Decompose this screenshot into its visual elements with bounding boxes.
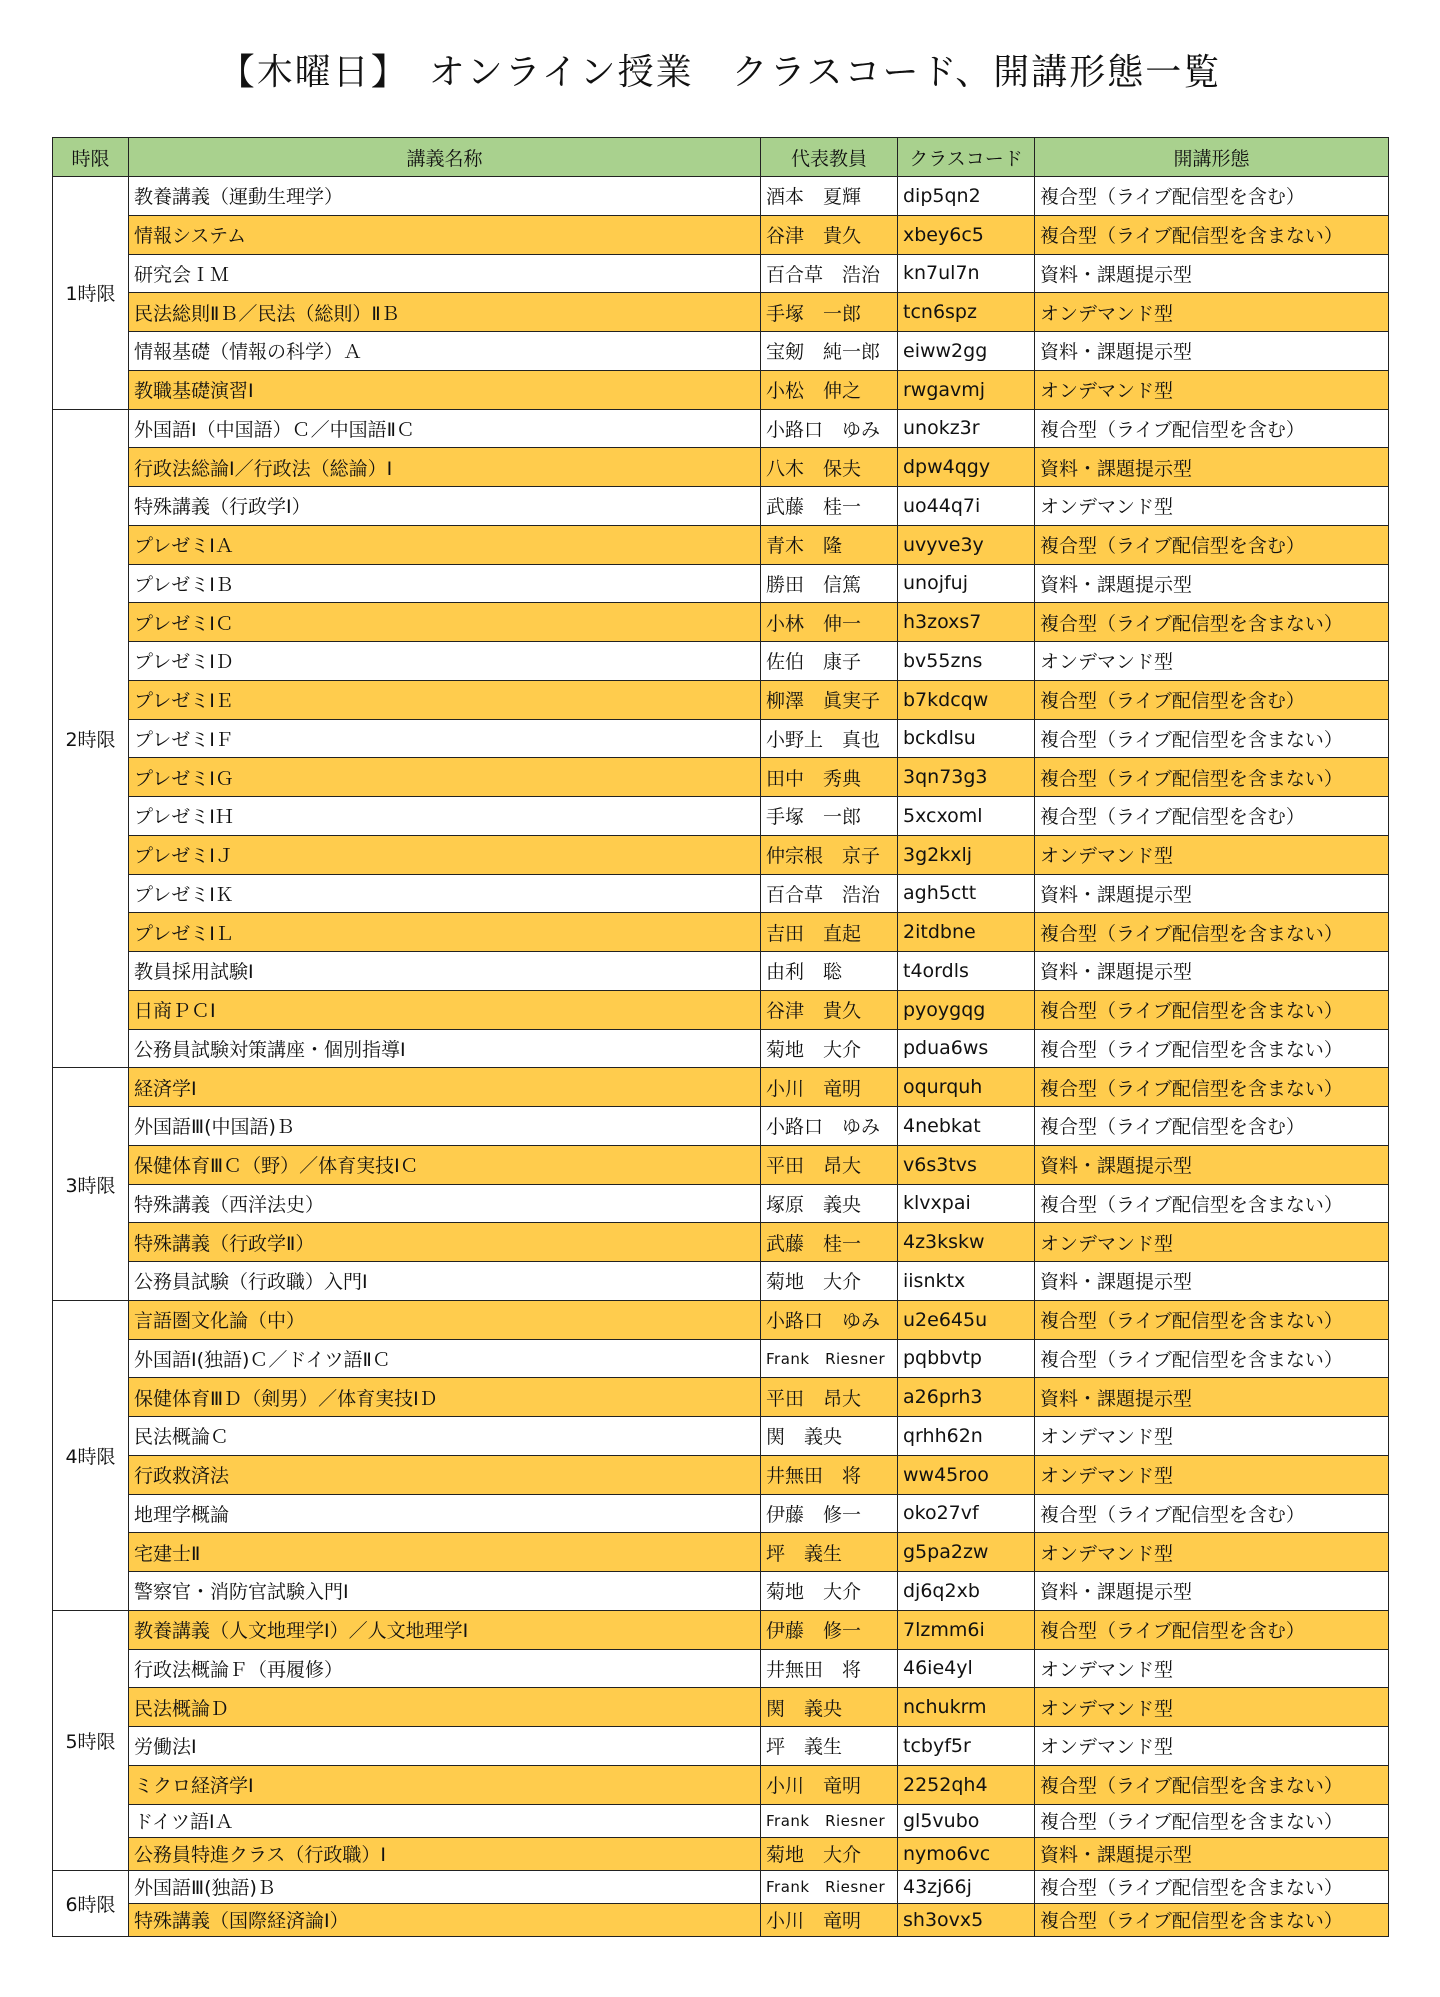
- class-code-cell: qrhh62n: [898, 1417, 1035, 1456]
- table-row: [53, 680, 1389, 719]
- teacher-cell: 平田 昂大: [761, 1145, 898, 1184]
- course-cell: プレゼミⅠＦ: [129, 719, 761, 758]
- table-row: [53, 215, 1389, 254]
- class-code-cell: g5pa2zw: [898, 1533, 1035, 1572]
- class-code-cell: gl5vubo: [898, 1804, 1035, 1837]
- table-row: [53, 409, 1389, 448]
- teacher-cell: Frank Riesner: [761, 1339, 898, 1378]
- format-cell: 複合型（ライブ配信型を含まない）: [1035, 1804, 1389, 1837]
- table-row: [53, 1610, 1389, 1649]
- course-cell: 研究会ＩＭ: [129, 254, 761, 293]
- format-cell: 資料・課題提示型: [1035, 1378, 1389, 1417]
- course-cell: 特殊講義（行政学Ⅱ）: [129, 1223, 761, 1262]
- format-cell: 複合型（ライブ配信型を含まない）: [1035, 1184, 1389, 1223]
- class-code-cell: v6s3tvs: [898, 1145, 1035, 1184]
- table-row: [53, 1184, 1389, 1223]
- class-code-cell: oko27vf: [898, 1494, 1035, 1533]
- class-code-cell: unojfuj: [898, 564, 1035, 603]
- teacher-cell: 菊地 大介: [761, 1262, 898, 1301]
- teacher-cell: 谷津 貴久: [761, 990, 898, 1029]
- course-cell: プレゼミⅠＣ: [129, 603, 761, 642]
- class-code-cell: unokz3r: [898, 409, 1035, 448]
- course-cell: 民法概論Ｃ: [129, 1417, 761, 1456]
- class-code-cell: agh5ctt: [898, 874, 1035, 913]
- teacher-cell: 井無田 将: [761, 1649, 898, 1688]
- header-format: 開講形態: [1035, 138, 1389, 177]
- teacher-cell: 佐伯 康子: [761, 642, 898, 681]
- table-row: [53, 1804, 1389, 1837]
- class-code-cell: uvyve3y: [898, 525, 1035, 564]
- class-code-cell: pyoygqg: [898, 990, 1035, 1029]
- format-cell: 資料・課題提示型: [1035, 952, 1389, 991]
- table-row: [53, 1455, 1389, 1494]
- header-period: 時限: [53, 138, 129, 177]
- teacher-cell: 菊地 大介: [761, 1837, 898, 1870]
- class-code-cell: 3g2kxlj: [898, 835, 1035, 874]
- teacher-cell: 小林 伸一: [761, 603, 898, 642]
- format-cell: 複合型（ライブ配信型を含む）: [1035, 409, 1389, 448]
- class-code-cell: 7lzmm6i: [898, 1610, 1035, 1649]
- teacher-cell: 平田 昂大: [761, 1378, 898, 1417]
- course-cell: 言語圏文化論（中）: [129, 1300, 761, 1339]
- table-row: [53, 448, 1389, 487]
- table-row: [53, 177, 1389, 216]
- course-cell: 外国語Ⅲ(独語)Ｂ: [129, 1870, 761, 1903]
- class-code-cell: 5xcxoml: [898, 797, 1035, 836]
- format-cell: 複合型（ライブ配信型を含まない）: [1035, 1903, 1389, 1936]
- format-cell: 複合型（ライブ配信型を含まない）: [1035, 603, 1389, 642]
- class-code-cell: dip5qn2: [898, 177, 1035, 216]
- class-code-cell: pqbbvtp: [898, 1339, 1035, 1378]
- course-cell: 経済学Ⅰ: [129, 1068, 761, 1107]
- course-cell: 情報基礎（情報の科学）Ａ: [129, 332, 761, 371]
- class-code-cell: 46ie4yl: [898, 1649, 1035, 1688]
- format-cell: 資料・課題提示型: [1035, 1572, 1389, 1611]
- class-code-cell: 4nebkat: [898, 1107, 1035, 1146]
- course-cell: 民法総則ⅡＢ／民法（総則）ⅡＢ: [129, 293, 761, 332]
- schedule-body: [53, 177, 1389, 1937]
- table-row: [53, 1378, 1389, 1417]
- period-cell: 2時限: [53, 409, 129, 1068]
- class-code-cell: uo44q7i: [898, 487, 1035, 526]
- format-cell: オンデマンド型: [1035, 1533, 1389, 1572]
- table-row: [53, 642, 1389, 681]
- table-row: [53, 758, 1389, 797]
- table-row: [53, 1417, 1389, 1456]
- class-code-cell: 2252qh4: [898, 1765, 1035, 1804]
- table-row: [53, 1029, 1389, 1068]
- teacher-cell: 小路口 ゆみ: [761, 1107, 898, 1146]
- teacher-cell: 小野上 真也: [761, 719, 898, 758]
- teacher-cell: 小川 竜明: [761, 1903, 898, 1936]
- class-code-cell: nymo6vc: [898, 1837, 1035, 1870]
- header-course: 講義名称: [129, 138, 761, 177]
- class-code-cell: eiww2gg: [898, 332, 1035, 371]
- course-cell: 教養講義（運動生理学）: [129, 177, 761, 216]
- course-cell: プレゼミⅠＢ: [129, 564, 761, 603]
- header-code: クラスコード: [898, 138, 1035, 177]
- course-cell: 教職基礎演習Ⅰ: [129, 370, 761, 409]
- teacher-cell: 菊地 大介: [761, 1029, 898, 1068]
- course-cell: 民法概論Ｄ: [129, 1688, 761, 1727]
- class-code-cell: ww45roo: [898, 1455, 1035, 1494]
- format-cell: 資料・課題提示型: [1035, 564, 1389, 603]
- teacher-cell: 塚原 義央: [761, 1184, 898, 1223]
- course-cell: プレゼミⅠＥ: [129, 680, 761, 719]
- format-cell: 資料・課題提示型: [1035, 254, 1389, 293]
- table-row: [53, 1649, 1389, 1688]
- format-cell: オンデマンド型: [1035, 1417, 1389, 1456]
- format-cell: オンデマンド型: [1035, 1727, 1389, 1766]
- class-code-cell: h3zoxs7: [898, 603, 1035, 642]
- course-cell: 警察官・消防官試験入門Ⅰ: [129, 1572, 761, 1611]
- table-row: [53, 1903, 1389, 1936]
- course-cell: 特殊講義（国際経済論Ⅰ）: [129, 1903, 761, 1936]
- format-cell: 複合型（ライブ配信型を含む）: [1035, 177, 1389, 216]
- course-cell: プレゼミⅠＫ: [129, 874, 761, 913]
- course-cell: 行政法総論Ⅰ／行政法（総論）Ⅰ: [129, 448, 761, 487]
- format-cell: 資料・課題提示型: [1035, 1145, 1389, 1184]
- teacher-cell: 百合草 浩治: [761, 874, 898, 913]
- course-cell: 教員採用試験Ⅰ: [129, 952, 761, 991]
- teacher-cell: 百合草 浩治: [761, 254, 898, 293]
- class-code-cell: oqurquh: [898, 1068, 1035, 1107]
- course-cell: 行政救済法: [129, 1455, 761, 1494]
- teacher-cell: 手塚 一郎: [761, 797, 898, 836]
- class-code-cell: 43zj66j: [898, 1870, 1035, 1903]
- table-row: [53, 370, 1389, 409]
- table-row: [53, 1533, 1389, 1572]
- teacher-cell: 吉田 直起: [761, 913, 898, 952]
- schedule-table: [52, 137, 1389, 1937]
- table-row: [53, 1223, 1389, 1262]
- format-cell: 複合型（ライブ配信型を含まない）: [1035, 990, 1389, 1029]
- format-cell: 複合型（ライブ配信型を含む）: [1035, 1494, 1389, 1533]
- course-cell: 公務員試験（行政職）入門Ⅰ: [129, 1262, 761, 1301]
- table-row: [53, 874, 1389, 913]
- format-cell: 複合型（ライブ配信型を含まない）: [1035, 1300, 1389, 1339]
- class-code-cell: klvxpai: [898, 1184, 1035, 1223]
- format-cell: 複合型（ライブ配信型を含まない）: [1035, 1765, 1389, 1804]
- format-cell: オンデマンド型: [1035, 1223, 1389, 1262]
- course-cell: プレゼミⅠＧ: [129, 758, 761, 797]
- course-cell: 地理学概論: [129, 1494, 761, 1533]
- table-row: [53, 1068, 1389, 1107]
- table-row: [53, 525, 1389, 564]
- table-row: [53, 1837, 1389, 1870]
- course-cell: 特殊講義（西洋法史）: [129, 1184, 761, 1223]
- period-cell: 1時限: [53, 177, 129, 410]
- table-row: [53, 913, 1389, 952]
- table-row: [53, 1765, 1389, 1804]
- header-teacher: 代表教員: [761, 138, 898, 177]
- teacher-cell: 手塚 一郎: [761, 293, 898, 332]
- teacher-cell: 菊地 大介: [761, 1572, 898, 1611]
- teacher-cell: Frank Riesner: [761, 1870, 898, 1903]
- format-cell: 複合型（ライブ配信型を含まない）: [1035, 1870, 1389, 1903]
- course-cell: プレゼミⅠＡ: [129, 525, 761, 564]
- table-row: [53, 487, 1389, 526]
- teacher-cell: 武藤 桂一: [761, 487, 898, 526]
- course-cell: ドイツ語ⅠＡ: [129, 1804, 761, 1837]
- class-code-cell: pdua6ws: [898, 1029, 1035, 1068]
- course-cell: プレゼミⅠＬ: [129, 913, 761, 952]
- table-row: [53, 835, 1389, 874]
- format-cell: オンデマンド型: [1035, 1649, 1389, 1688]
- page-title: 【木曜日】 オンライン授業 クラスコード、開講形態一覧: [218, 52, 1222, 93]
- table-row: [53, 990, 1389, 1029]
- course-cell: 特殊講義（行政学Ⅰ）: [129, 487, 761, 526]
- format-cell: 複合型（ライブ配信型を含む）: [1035, 1107, 1389, 1146]
- format-cell: 複合型（ライブ配信型を含む）: [1035, 680, 1389, 719]
- teacher-cell: 小路口 ゆみ: [761, 409, 898, 448]
- teacher-cell: 勝田 信篤: [761, 564, 898, 603]
- table-row: [53, 797, 1389, 836]
- format-cell: 複合型（ライブ配信型を含む）: [1035, 797, 1389, 836]
- class-code-cell: sh3ovx5: [898, 1903, 1035, 1936]
- course-cell: ミクロ経済学Ⅰ: [129, 1765, 761, 1804]
- course-cell: 外国語Ⅰ(独語)Ｃ／ドイツ語ⅡＣ: [129, 1339, 761, 1378]
- teacher-cell: 伊藤 修一: [761, 1494, 898, 1533]
- period-cell: 4時限: [53, 1300, 129, 1610]
- teacher-cell: 小路口 ゆみ: [761, 1300, 898, 1339]
- class-code-cell: t4ordls: [898, 952, 1035, 991]
- teacher-cell: 酒本 夏輝: [761, 177, 898, 216]
- class-code-cell: u2e645u: [898, 1300, 1035, 1339]
- table-row: [53, 1572, 1389, 1611]
- class-code-cell: a26prh3: [898, 1378, 1035, 1417]
- table-row: [53, 603, 1389, 642]
- course-cell: 日商ＰＣⅠ: [129, 990, 761, 1029]
- period-cell: 6時限: [53, 1870, 129, 1936]
- class-code-cell: 4z3kskw: [898, 1223, 1035, 1262]
- class-code-cell: nchukrm: [898, 1688, 1035, 1727]
- teacher-cell: 小川 竜明: [761, 1765, 898, 1804]
- teacher-cell: 宝剱 純一郎: [761, 332, 898, 371]
- course-cell: 教養講義（人文地理学Ⅰ）／人文地理学Ⅰ: [129, 1610, 761, 1649]
- teacher-cell: 関 義央: [761, 1417, 898, 1456]
- teacher-cell: Frank Riesner: [761, 1804, 898, 1837]
- class-code-cell: dj6q2xb: [898, 1572, 1035, 1611]
- format-cell: オンデマンド型: [1035, 370, 1389, 409]
- format-cell: オンデマンド型: [1035, 293, 1389, 332]
- course-cell: 公務員特進クラス（行政職）Ⅰ: [129, 1837, 761, 1870]
- format-cell: 資料・課題提示型: [1035, 1837, 1389, 1870]
- class-code-cell: dpw4qgy: [898, 448, 1035, 487]
- class-code-cell: tcbyf5r: [898, 1727, 1035, 1766]
- table-row: [53, 1300, 1389, 1339]
- teacher-cell: 坪 義生: [761, 1533, 898, 1572]
- table-row: [53, 1339, 1389, 1378]
- table-row: [53, 1107, 1389, 1146]
- table-row: [53, 719, 1389, 758]
- class-code-cell: bv55zns: [898, 642, 1035, 681]
- table-row: [53, 1494, 1389, 1533]
- teacher-cell: 田中 秀典: [761, 758, 898, 797]
- course-cell: 労働法Ⅰ: [129, 1727, 761, 1766]
- format-cell: 複合型（ライブ配信型を含まない）: [1035, 758, 1389, 797]
- course-cell: 宅建士Ⅱ: [129, 1533, 761, 1572]
- table-row: [53, 1870, 1389, 1903]
- teacher-cell: 井無田 将: [761, 1455, 898, 1494]
- course-cell: 公務員試験対策講座・個別指導Ⅰ: [129, 1029, 761, 1068]
- teacher-cell: 小松 伸之: [761, 370, 898, 409]
- format-cell: 資料・課題提示型: [1035, 448, 1389, 487]
- teacher-cell: 伊藤 修一: [761, 1610, 898, 1649]
- format-cell: オンデマンド型: [1035, 835, 1389, 874]
- period-cell: 3時限: [53, 1068, 129, 1301]
- table-row: [53, 1727, 1389, 1766]
- table-row: [53, 564, 1389, 603]
- class-code-cell: bckdlsu: [898, 719, 1035, 758]
- teacher-cell: 由利 聡: [761, 952, 898, 991]
- teacher-cell: 谷津 貴久: [761, 215, 898, 254]
- table-row: [53, 1688, 1389, 1727]
- format-cell: 資料・課題提示型: [1035, 332, 1389, 371]
- format-cell: 複合型（ライブ配信型を含まない）: [1035, 1068, 1389, 1107]
- format-cell: 複合型（ライブ配信型を含む）: [1035, 1610, 1389, 1649]
- table-row: [53, 332, 1389, 371]
- header-row: [53, 138, 1389, 177]
- format-cell: 複合型（ライブ配信型を含まない）: [1035, 719, 1389, 758]
- format-cell: 資料・課題提示型: [1035, 1262, 1389, 1301]
- table-row: [53, 293, 1389, 332]
- class-code-cell: iisnktx: [898, 1262, 1035, 1301]
- course-cell: 行政法概論Ｆ（再履修）: [129, 1649, 761, 1688]
- course-cell: 外国語Ⅲ(中国語)Ｂ: [129, 1107, 761, 1146]
- teacher-cell: 柳澤 眞実子: [761, 680, 898, 719]
- format-cell: 複合型（ライブ配信型を含まない）: [1035, 913, 1389, 952]
- format-cell: オンデマンド型: [1035, 1455, 1389, 1494]
- course-cell: 保健体育ⅢＣ（野）／体育実技ⅠＣ: [129, 1145, 761, 1184]
- format-cell: 複合型（ライブ配信型を含まない）: [1035, 1339, 1389, 1378]
- teacher-cell: 青木 隆: [761, 525, 898, 564]
- teacher-cell: 八木 保夫: [761, 448, 898, 487]
- course-cell: 保健体育ⅢＤ（剣男）／体育実技ⅠＤ: [129, 1378, 761, 1417]
- class-code-cell: kn7ul7n: [898, 254, 1035, 293]
- table-row: [53, 254, 1389, 293]
- format-cell: オンデマンド型: [1035, 1688, 1389, 1727]
- teacher-cell: 仲宗根 京子: [761, 835, 898, 874]
- format-cell: 資料・課題提示型: [1035, 874, 1389, 913]
- table-row: [53, 1262, 1389, 1301]
- class-code-cell: rwgavmj: [898, 370, 1035, 409]
- course-cell: プレゼミⅠＪ: [129, 835, 761, 874]
- format-cell: 複合型（ライブ配信型を含む）: [1035, 525, 1389, 564]
- class-code-cell: 2itdbne: [898, 913, 1035, 952]
- class-code-cell: b7kdcqw: [898, 680, 1035, 719]
- teacher-cell: 坪 義生: [761, 1727, 898, 1766]
- course-cell: 外国語Ⅰ（中国語）Ｃ／中国語ⅡＣ: [129, 409, 761, 448]
- table-row: [53, 1145, 1389, 1184]
- course-cell: 情報システム: [129, 215, 761, 254]
- class-code-cell: tcn6spz: [898, 293, 1035, 332]
- teacher-cell: 小川 竜明: [761, 1068, 898, 1107]
- class-code-cell: 3qn73g3: [898, 758, 1035, 797]
- format-cell: オンデマンド型: [1035, 642, 1389, 681]
- table-row: [53, 952, 1389, 991]
- format-cell: 複合型（ライブ配信型を含まない）: [1035, 215, 1389, 254]
- format-cell: オンデマンド型: [1035, 487, 1389, 526]
- teacher-cell: 武藤 桂一: [761, 1223, 898, 1262]
- period-cell: 5時限: [53, 1610, 129, 1870]
- course-cell: プレゼミⅠＨ: [129, 797, 761, 836]
- course-cell: プレゼミⅠＤ: [129, 642, 761, 681]
- format-cell: 複合型（ライブ配信型を含まない）: [1035, 1029, 1389, 1068]
- class-code-cell: xbey6c5: [898, 215, 1035, 254]
- teacher-cell: 関 義央: [761, 1688, 898, 1727]
